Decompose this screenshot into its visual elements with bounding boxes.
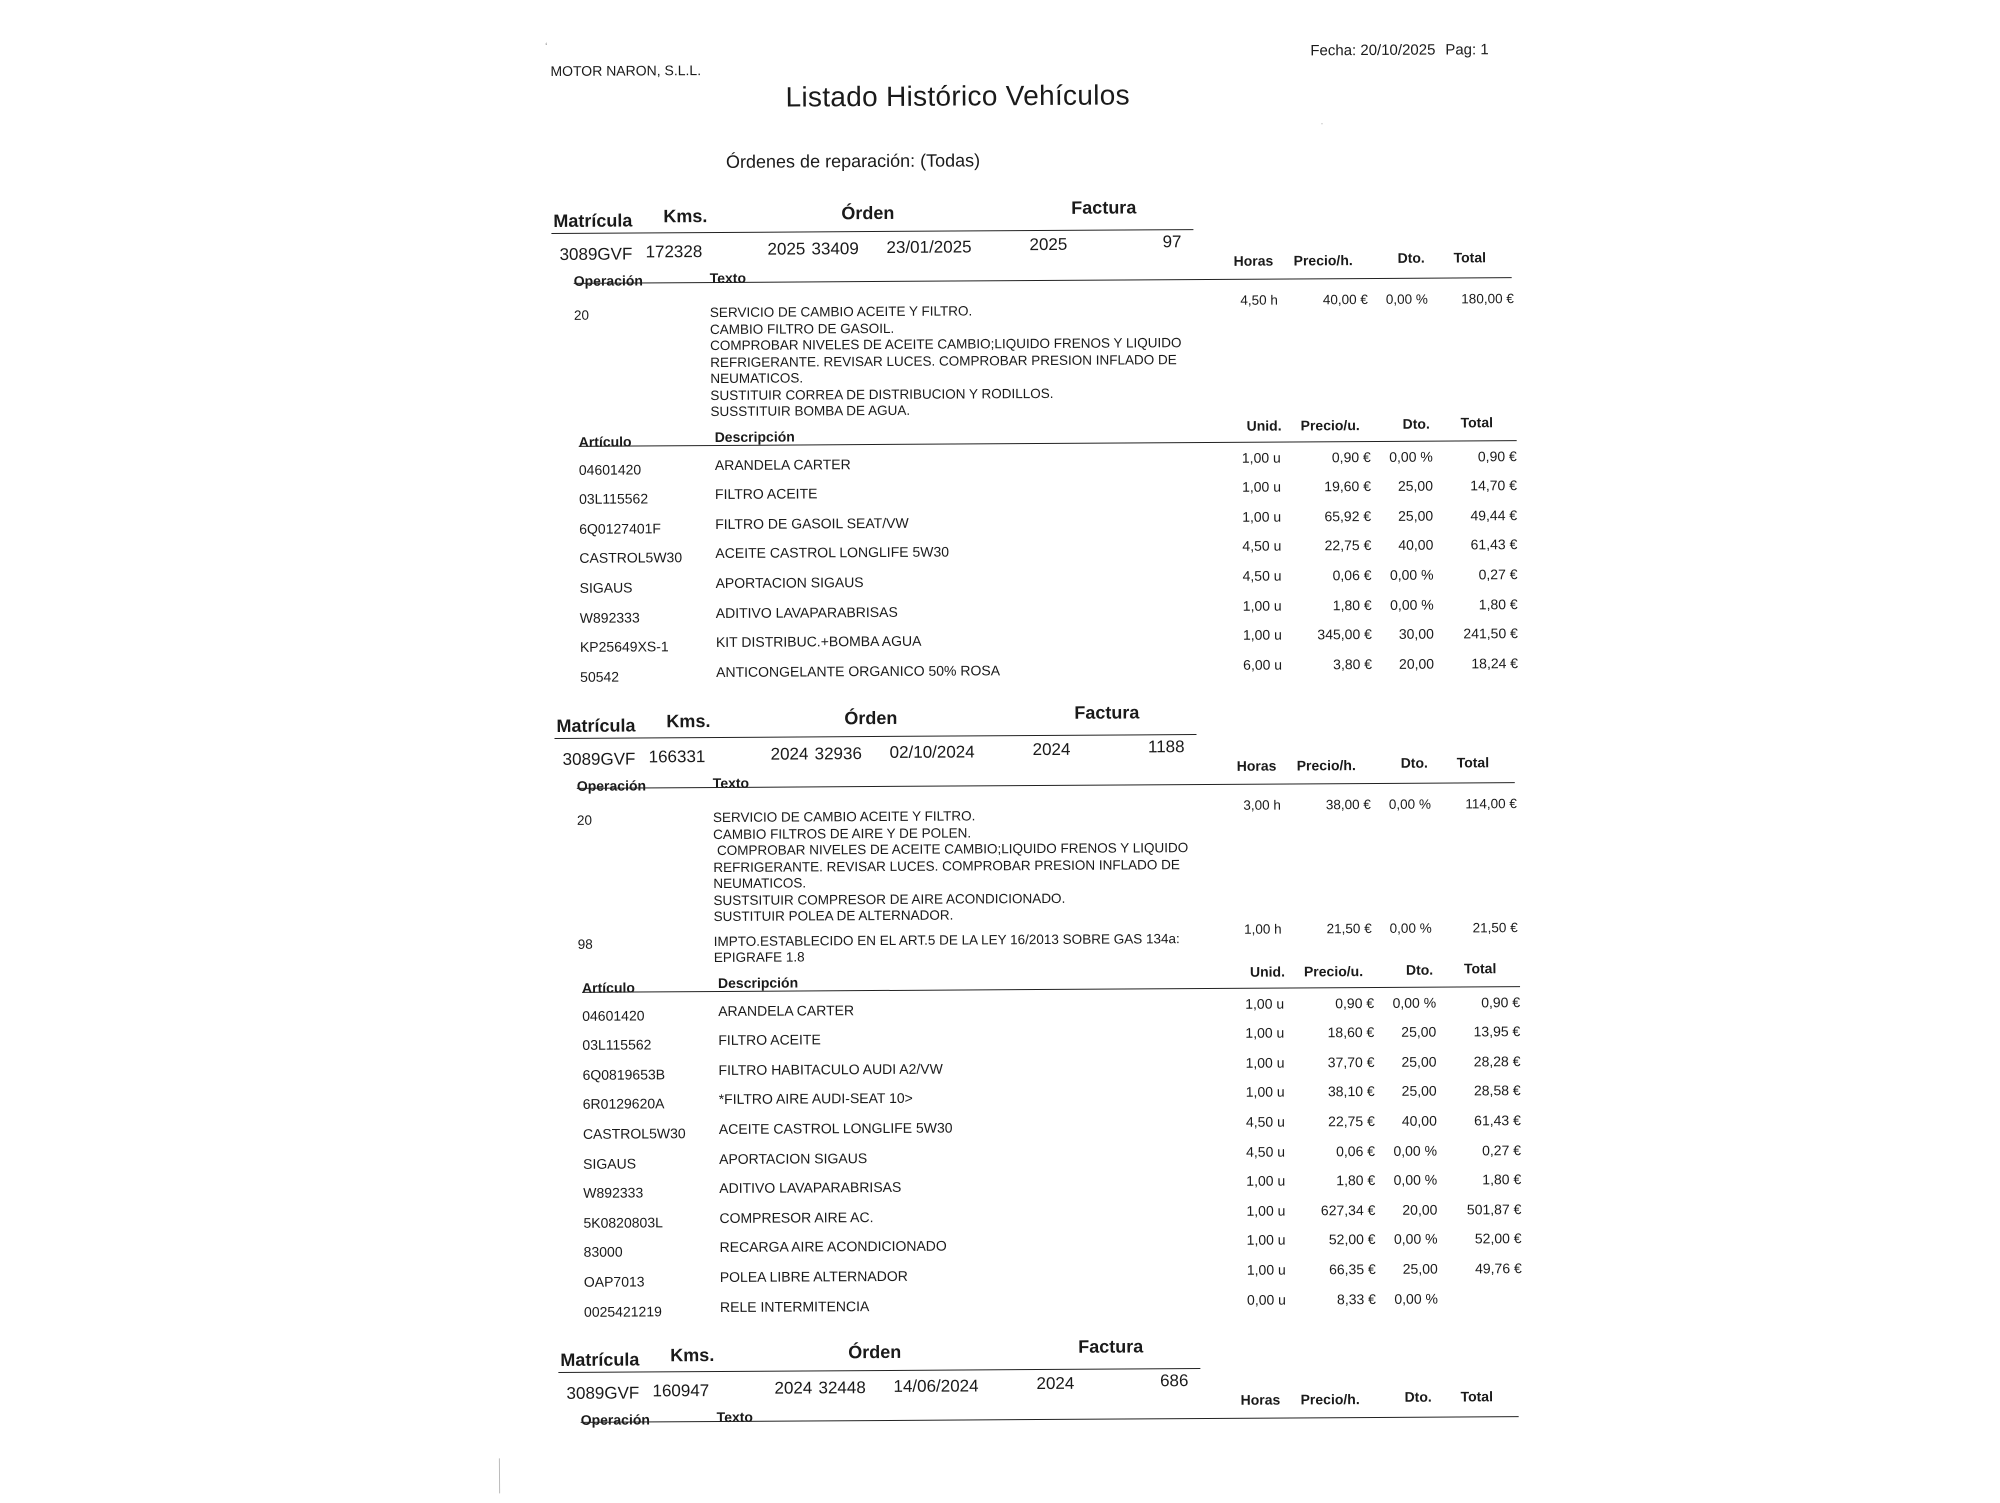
article-discount: 20,00: [1398, 655, 1435, 672]
article-unit-price: 22,75 €: [1328, 1112, 1375, 1130]
matricula-header: Matrícula: [556, 715, 636, 736]
article-discount: 20,00: [1402, 1201, 1438, 1218]
operation-text-line: SERVICIO DE CAMBIO ACEITE Y FILTRO.: [712, 808, 976, 826]
article-quantity: 4,50 u: [1242, 537, 1282, 555]
factura-header: Factura: [1071, 197, 1137, 218]
operation-text-line: COMPROBAR NIVELES DE ACEITE CAMBIO;LIQUIDO FRENOS Y LIQUIDO: [710, 335, 1182, 354]
article-unit-price: 52,00 €: [1328, 1231, 1376, 1248]
article-description: ANTICONGELANTE ORGANICO 50% ROSA: [716, 661, 1001, 680]
article-discount: 0,00 %: [1389, 566, 1434, 583]
scan-edge: [499, 1458, 500, 1493]
article-row: [547, 1082, 1547, 1113]
operation-text-line: CAMBIO FILTROS DE AIRE Y DE POLEN.: [713, 824, 972, 842]
invoice-year-value: 2024: [1036, 1373, 1075, 1394]
invoice-year-value: 2024: [1032, 739, 1071, 760]
article-unit-price: 66,35 €: [1328, 1260, 1376, 1278]
article-total: 13,95 €: [1473, 1023, 1521, 1040]
article-row: [543, 566, 1543, 594]
article-description: FILTRO ACEITE: [714, 485, 818, 503]
operation-text-line: SERVICIO DE CAMBIO ACEITE Y FILTRO.: [709, 303, 973, 321]
orden-header: Órden: [841, 202, 895, 224]
unid-label: Unid.: [1246, 417, 1282, 434]
factura-header: Factura: [1078, 1336, 1144, 1357]
article-row: [548, 1230, 1548, 1261]
matricula-header: Matrícula: [553, 210, 633, 231]
article-unit-price: 1,80 €: [1332, 596, 1372, 613]
operation-text-line: REFRIGERANTE. REVISAR LUCES. COMPROBAR PRESION INFLADO DE: [710, 351, 1177, 370]
operation-price: 21,50 €: [1326, 920, 1372, 936]
article-code: SIGAUS: [583, 1154, 637, 1172]
order-block: [541, 195, 1541, 685]
operation-total: 180,00 €: [1461, 291, 1514, 307]
orden-header: Órden: [848, 1341, 902, 1363]
article-description: COMPRESOR AIRE AC.: [719, 1208, 874, 1226]
article-unit-price: 0,90 €: [1331, 448, 1371, 465]
article-discount: 25,00: [1401, 1023, 1437, 1040]
plate-value: 3089GVF: [562, 749, 636, 769]
article-row: [543, 447, 1543, 478]
article-quantity: 1,00 u: [1242, 508, 1282, 525]
total-label: Total: [1456, 754, 1490, 771]
article-discount: 0,00 %: [1393, 1142, 1438, 1159]
operation-hours: 4,50 h: [1240, 292, 1278, 308]
total-label: Total: [1463, 959, 1497, 976]
article-row: [547, 1141, 1547, 1172]
kms-header: Kms.: [663, 206, 708, 227]
article-discount: 40,00: [1398, 536, 1434, 554]
article-code: 83000: [583, 1243, 623, 1261]
article-discount: 0,00 %: [1390, 596, 1434, 613]
operacion-label: Operación: [576, 777, 647, 794]
article-quantity: 1,00 u: [1246, 1202, 1286, 1219]
article-quantity: 4,50 u: [1246, 1143, 1286, 1160]
article-quantity: 4,50 u: [1245, 1113, 1285, 1130]
kms-value: 160947: [652, 1381, 710, 1401]
article-description: FILTRO HABITACULO AUDI A2/VW: [718, 1060, 943, 1078]
unid-label: Unid.: [1249, 963, 1285, 980]
article-discount: 25,00: [1401, 1082, 1437, 1100]
article-discount: 0,00 %: [1393, 1230, 1438, 1248]
article-discount: 25,00: [1397, 477, 1434, 494]
article-code: 6R0129620A: [582, 1095, 665, 1113]
repair-orders-filter: Órdenes de reparación: (Todas): [725, 150, 981, 172]
operation-code: 20: [576, 812, 593, 828]
article-row: [547, 1201, 1547, 1229]
operation-text-line: NEUMATICOS.: [710, 370, 804, 387]
article-unit-price: 0,06 €: [1336, 1142, 1376, 1159]
article-quantity: 1,00 u: [1241, 449, 1281, 466]
article-quantity: 1,00 u: [1245, 1083, 1285, 1101]
matricula-header: Matrícula: [560, 1349, 640, 1370]
texto-label: Texto: [712, 774, 750, 792]
article-total: 52,00 €: [1474, 1230, 1522, 1247]
operation-code: 98: [577, 936, 593, 952]
operation-text-line: NEUMATICOS.: [713, 875, 807, 892]
article-total: 0,27 €: [1478, 565, 1518, 583]
article-discount: 40,00: [1401, 1112, 1437, 1129]
article-total: 28,58 €: [1473, 1082, 1521, 1099]
article-unit-price: 3,80 €: [1333, 655, 1373, 672]
operation-text-line: SUSTSITUIR COMPRESOR DE AIRE ACONDICIONADO.: [713, 890, 1066, 908]
operation-discount: 0,00 %: [1389, 920, 1432, 936]
kms-header: Kms.: [670, 1345, 715, 1366]
print-date: Fecha: 20/10/2025: [1310, 41, 1436, 60]
article-quantity: 1,00 u: [1245, 995, 1285, 1012]
header-rule: [558, 1368, 1200, 1373]
operation-hours: 3,00 h: [1243, 797, 1281, 813]
article-discount: 30,00: [1398, 625, 1434, 642]
total-label: Total: [1460, 1388, 1493, 1405]
article-unit-price: 627,34 €: [1320, 1201, 1376, 1218]
article-total: 49,44 €: [1470, 506, 1518, 524]
article-unit-price: 8,33 €: [1336, 1290, 1376, 1307]
article-description: APORTACION SIGAUS: [719, 1149, 868, 1167]
article-total: 61,43 €: [1474, 1111, 1521, 1129]
article-row: [543, 507, 1543, 535]
operation-text-line: EPIGRAFE 1.8: [713, 949, 805, 966]
precio-unidad-label: Precio/u.: [1303, 962, 1364, 979]
dto-label: Dto.: [1402, 415, 1430, 432]
article-unit-price: 0,90 €: [1335, 994, 1375, 1011]
header-rule: [554, 734, 1196, 739]
dto-label: Dto.: [1405, 961, 1434, 978]
article-code: 03L115562: [582, 1036, 652, 1053]
operation-text-line: SUSTITUIR CORREA DE DISTRIBUCION Y RODILLOS.: [710, 385, 1054, 403]
article-unit-price: 1,80 €: [1336, 1172, 1376, 1189]
article-total: 18,24 €: [1471, 654, 1519, 672]
operation-price: 38,00 €: [1325, 796, 1371, 813]
article-code: KP25649XS-1: [579, 638, 669, 655]
article-quantity: 0,00 u: [1246, 1291, 1286, 1308]
article-total: 1,80 €: [1482, 1171, 1522, 1188]
descripcion-label: Descripción: [714, 428, 795, 445]
operation-price: 40,00 €: [1322, 292, 1368, 308]
scan-mark: ‘: [545, 41, 548, 52]
article-discount: 25,00: [1398, 507, 1434, 524]
operation-total: 114,00 €: [1465, 796, 1517, 812]
article-row: [546, 1053, 1546, 1081]
article-unit-price: 0,06 €: [1332, 566, 1372, 584]
article-description: POLEA LIBRE ALTERNADOR: [719, 1267, 908, 1285]
article-row: [548, 1260, 1548, 1288]
article-row: [544, 655, 1544, 683]
article-code: 04601420: [578, 460, 642, 478]
operation-text-line: REFRIGERANTE. REVISAR LUCES. COMPROBAR PRESION INFLADO DE: [713, 856, 1180, 875]
invoice-number-value: 1188: [1147, 737, 1185, 757]
kms-value: 172328: [645, 242, 703, 262]
article-code: 03L115562: [578, 490, 649, 507]
article-quantity: 1,00 u: [1245, 1024, 1285, 1041]
article-code: W892333: [579, 608, 640, 626]
operation-discount: 0,00 %: [1388, 796, 1431, 812]
texto-label: Texto: [716, 1408, 754, 1426]
article-total: 49,76 €: [1474, 1259, 1522, 1277]
article-description: ACEITE CASTROL LONGLIFE 5W30: [718, 1119, 953, 1137]
article-total: 0,27 €: [1482, 1141, 1522, 1158]
horas-label: Horas: [1233, 252, 1274, 269]
total-label: Total: [1453, 249, 1487, 266]
article-total: 28,28 €: [1473, 1052, 1521, 1070]
article-description: ARANDELA CARTER: [718, 1001, 855, 1019]
article-unit-price: 38,10 €: [1327, 1083, 1375, 1100]
article-quantity: 1,00 u: [1246, 1172, 1286, 1189]
company-name: MOTOR NARON, S.L.L.: [550, 62, 702, 79]
article-unit-price: 18,60 €: [1327, 1024, 1375, 1041]
article-total: 0,90 €: [1477, 447, 1517, 464]
article-unit-price: 19,60 €: [1324, 478, 1372, 495]
articulo-label: Artículo: [581, 978, 635, 996]
operation-text-line: COMPROBAR NIVELES DE ACEITE CAMBIO;LIQUIDO FRENOS Y LIQUIDO: [713, 840, 1189, 859]
article-quantity: 1,00 u: [1246, 1231, 1286, 1249]
order-number-value: 32936: [814, 744, 862, 764]
operation-text-line: SUSSTITUIR BOMBA DE AGUA.: [710, 402, 911, 420]
article-row: [543, 477, 1543, 505]
article-code: OAP7013: [583, 1273, 645, 1290]
order-date-value: 14/06/2024: [893, 1376, 979, 1396]
texto-label: Texto: [709, 269, 747, 287]
article-code: 6Q0819653B: [582, 1065, 666, 1083]
article-discount: 0,00 %: [1392, 994, 1437, 1011]
operation-text-line: SUSTITUIR POLEA DE ALTERNADOR.: [713, 907, 954, 925]
article-code: CASTROL5W30: [579, 549, 683, 567]
precio-hora-label: Precio/h.: [1293, 252, 1353, 269]
article-description: RELE INTERMITENCIA: [719, 1297, 870, 1315]
page-number: Pag: 1: [1445, 41, 1489, 59]
article-row: [544, 595, 1544, 626]
article-code: SIGAUS: [579, 579, 633, 596]
scan-dot: .: [1320, 116, 1324, 127]
precio-hora-label: Precio/h.: [1300, 1391, 1360, 1408]
article-code: 0025421219: [583, 1302, 662, 1320]
total-label: Total: [1460, 413, 1494, 430]
article-quantity: 6,00 u: [1243, 656, 1283, 673]
article-total: 61,43 €: [1470, 536, 1518, 553]
article-code: 04601420: [582, 1006, 645, 1024]
article-row: [546, 1023, 1546, 1051]
article-description: FILTRO ACEITE: [718, 1031, 821, 1049]
article-total: 0,90 €: [1481, 993, 1521, 1010]
order-block: [544, 700, 1544, 1320]
operation-discount: 0,00 %: [1385, 291, 1428, 307]
article-description: FILTRO DE GASOIL SEAT/VW: [715, 514, 909, 532]
precio-hora-label: Precio/h.: [1296, 757, 1356, 774]
article-description: ARANDELA CARTER: [714, 455, 851, 473]
article-quantity: 4,50 u: [1242, 567, 1282, 584]
plate-value: 3089GVF: [559, 244, 633, 264]
article-description: *FILTRO AIRE AUDI-SEAT 10>: [718, 1090, 913, 1108]
kms-value: 166331: [648, 747, 706, 767]
article-quantity: 1,00 u: [1246, 1261, 1286, 1278]
article-row: [547, 1171, 1547, 1199]
dto-label: Dto.: [1404, 1388, 1432, 1405]
plate-value: 3089GVF: [566, 1383, 640, 1403]
operation-text: [710, 302, 1231, 421]
operation-hours: 1,00 h: [1244, 921, 1282, 937]
article-total: 501,87 €: [1466, 1200, 1522, 1218]
article-code: W892333: [583, 1184, 644, 1201]
horas-label: Horas: [1236, 757, 1277, 774]
order-block: [548, 1334, 1548, 1428]
dto-label: Dto.: [1400, 754, 1428, 771]
operation-text-line: CAMBIO FILTRO DE GASOIL.: [709, 320, 895, 337]
article-discount: 0,00 %: [1389, 448, 1433, 465]
article-row: [546, 993, 1546, 1024]
descripcion-label: Descripción: [717, 973, 799, 991]
operacion-label: Operación: [573, 272, 644, 289]
article-description: ADITIVO LAVAPARABRISAS: [715, 603, 898, 621]
operation-code: 20: [573, 307, 589, 323]
factura-header: Factura: [1074, 702, 1140, 723]
invoice-year-value: 2025: [1029, 234, 1068, 255]
article-total: 14,70 €: [1470, 477, 1518, 494]
article-code: CASTROL5W30: [582, 1125, 686, 1142]
header-rule: [551, 229, 1193, 234]
article-quantity: 1,00 u: [1242, 597, 1282, 614]
order-year-value: 2024: [774, 1378, 813, 1398]
operation-text: [713, 807, 1234, 926]
article-code: 6Q0127401F: [579, 520, 662, 537]
operation-text: [714, 930, 1234, 966]
article-description: APORTACION SIGAUS: [715, 573, 864, 591]
article-quantity: 1,00 u: [1245, 1054, 1285, 1071]
article-row: [547, 1112, 1547, 1140]
horas-label: Horas: [1240, 1391, 1281, 1408]
article-row: [544, 625, 1544, 653]
article-total: 241,50 €: [1463, 625, 1518, 642]
precio-unidad-label: Precio/u.: [1300, 416, 1360, 433]
article-description: RECARGA AIRE ACONDICIONADO: [719, 1237, 947, 1256]
article-unit-price: 37,70 €: [1327, 1053, 1375, 1070]
article-unit-price: 22,75 €: [1324, 537, 1372, 554]
article-code: 50542: [580, 668, 620, 685]
article-description: ACEITE CASTROL LONGLIFE 5W30: [715, 543, 950, 562]
operation-text-line: IMPTO.ESTABLECIDO EN EL ART.5 DE LA LEY 16/2013 SOBRE GAS 134a:: [713, 930, 1180, 949]
article-total: 1,80 €: [1478, 595, 1518, 612]
article-unit-price: 345,00 €: [1317, 626, 1372, 643]
order-year-value: 2024: [770, 744, 809, 764]
dto-label: Dto.: [1397, 249, 1425, 266]
article-code: 5K0820803L: [583, 1214, 663, 1231]
article-row: [543, 536, 1543, 567]
operacion-label: Operación: [580, 1411, 650, 1428]
article-quantity: 1,00 u: [1242, 626, 1282, 643]
document-page: [540, 0, 1549, 1503]
article-row: [548, 1289, 1548, 1320]
articulo-label: Artículo: [578, 433, 632, 450]
article-discount: 0,00 %: [1393, 1171, 1438, 1188]
article-unit-price: 65,92 €: [1324, 507, 1372, 524]
article-discount: 25,00: [1402, 1260, 1438, 1277]
order-date-value: 23/01/2025: [886, 237, 972, 257]
invoice-number-value: 686: [1160, 1371, 1189, 1391]
order-number-value: 33409: [811, 239, 859, 259]
invoice-number-value: 97: [1162, 232, 1182, 252]
article-description: ADITIVO LAVAPARABRISAS: [719, 1178, 902, 1197]
operation-total: 21,50 €: [1472, 919, 1518, 935]
order-date-value: 02/10/2024: [889, 742, 975, 762]
article-discount: 25,00: [1401, 1053, 1437, 1070]
article-discount: 0,00 %: [1394, 1290, 1438, 1307]
orden-header: Órden: [844, 707, 898, 729]
article-description: KIT DISTRIBUC.+BOMBA AGUA: [715, 632, 922, 651]
order-year-value: 2025: [767, 239, 806, 259]
kms-header: Kms.: [666, 711, 711, 732]
order-number-value: 32448: [818, 1378, 866, 1398]
article-quantity: 1,00 u: [1241, 478, 1282, 495]
document-title: Listado Histórico Vehículos: [785, 79, 1130, 113]
article-total: [1440, 1290, 1522, 1291]
